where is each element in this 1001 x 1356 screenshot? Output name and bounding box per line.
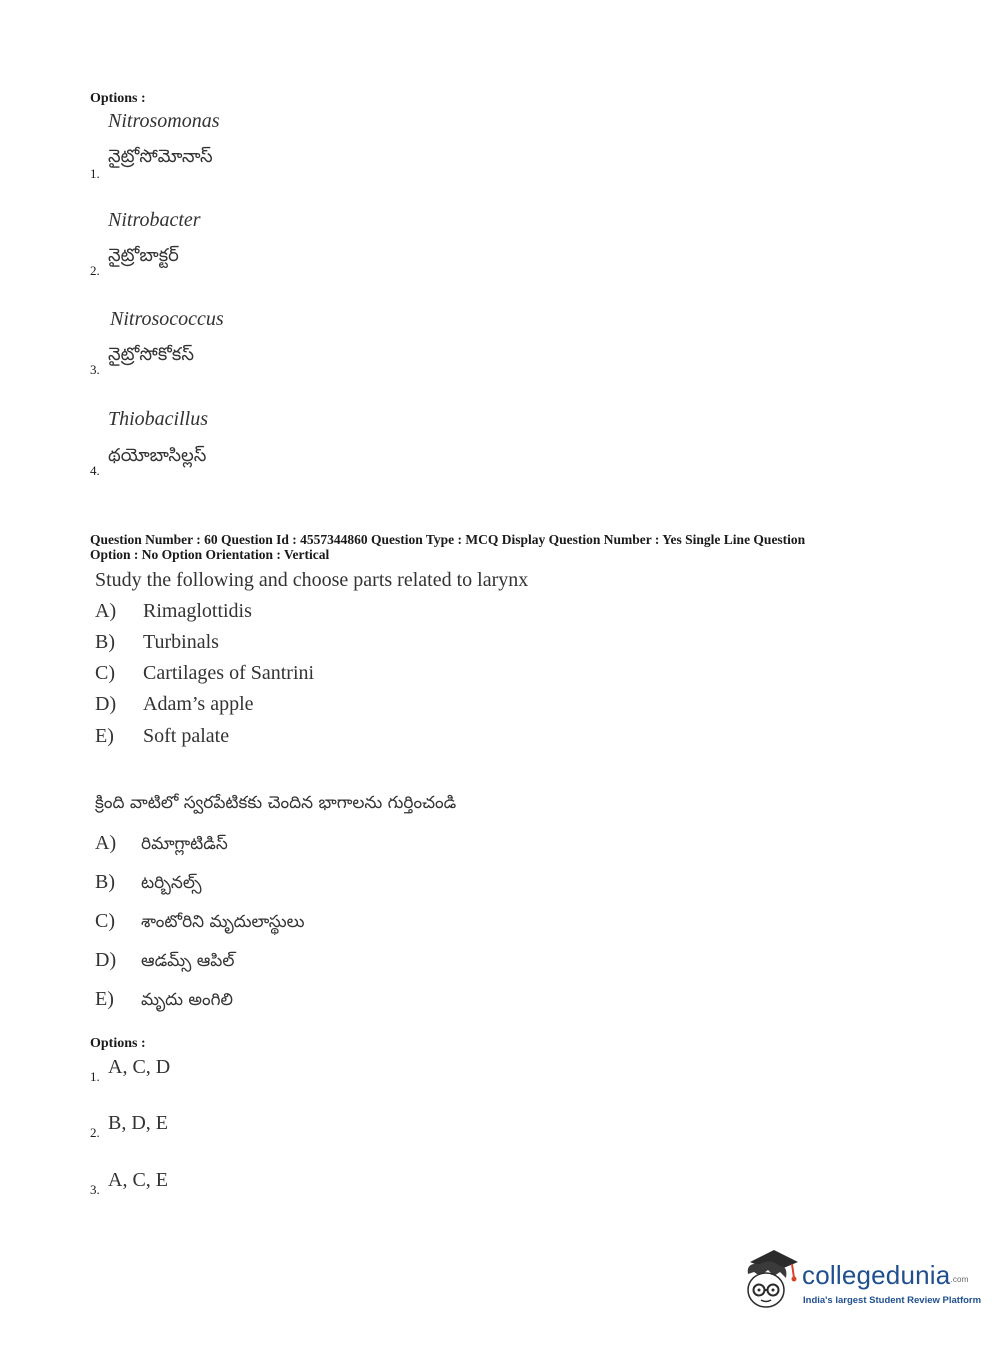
item-text: రిమాగ్లాటిడిస్: [141, 834, 228, 854]
item-letter: D): [95, 949, 117, 971]
item-letter: C): [95, 910, 115, 932]
item-letter: C): [95, 662, 115, 684]
option-number: 3.: [90, 1182, 100, 1197]
option-en-text: Nitrobacter: [108, 209, 201, 231]
question-meta-line2: Option : No Option Orientation : Vertical: [90, 547, 330, 562]
collegedunia-logo[interactable]: [740, 1248, 982, 1312]
item-text: Turbinals: [143, 631, 219, 653]
item-text: Rimaglottidis: [143, 600, 252, 622]
item-letter: A): [95, 600, 117, 622]
option-en-text: Nitrosococcus: [110, 308, 224, 330]
item-text: Cartilages of Santrini: [143, 662, 315, 684]
options-header: Options :: [90, 1036, 146, 1051]
option-te-text: నైట్రోసోమోనాస్: [108, 146, 213, 167]
option-number: 3.: [90, 362, 100, 377]
question-meta: [90, 532, 910, 562]
option-number: 4.: [90, 463, 100, 478]
logo-suffix: .com: [950, 1275, 969, 1284]
logo-wordmark: [802, 1260, 969, 1291]
option-number: 1.: [90, 166, 100, 181]
item-letter: D): [95, 693, 117, 715]
option-te-text: నైట్రోబాక్టర్: [108, 245, 179, 266]
option-en-text: Thiobacillus: [108, 408, 209, 430]
option-text: A, C, E: [108, 1169, 168, 1191]
question-text-en: Study the following and choose parts related to larynx: [95, 569, 529, 591]
item-letter: B): [95, 631, 115, 653]
logo-name: collegedunia: [802, 1260, 951, 1290]
options-header: Options :: [90, 91, 146, 106]
option-te-text: థయోబాసిల్లస్: [108, 445, 207, 466]
item-text: ఆడమ్స్ ఆపిల్: [141, 951, 235, 971]
option-number: 2.: [90, 1125, 100, 1140]
item-letter: E): [95, 725, 114, 747]
item-text: Adam’s apple: [143, 693, 254, 715]
item-letter: A): [95, 832, 117, 854]
question-meta-line1: Question Number : 60 Question Id : 4557344860 Question Type : MCQ Display Question Number : Yes Single Line Question: [90, 532, 806, 547]
option-number: 1.: [90, 1069, 100, 1084]
item-text: టర్బినల్స్: [141, 873, 202, 893]
item-letter: B): [95, 871, 115, 893]
option-text: B, D, E: [108, 1112, 168, 1134]
option-text: A, C, D: [108, 1056, 171, 1078]
mascot-icon: [740, 1248, 802, 1310]
item-text: శాంటోరిని మృదులాస్థులు: [141, 912, 305, 932]
item-letter: E): [95, 988, 114, 1010]
logo-tagline: India's largest Student Review Platform: [803, 1295, 982, 1306]
question-text-te: క్రింది వాటిలో స్వరపేటికకు చెందిన భాగాలను గుర్తించండి: [95, 793, 457, 813]
item-text: Soft palate: [143, 725, 230, 747]
option-number: 2.: [90, 263, 100, 278]
option-te-text: నైట్రోసోకోకస్: [108, 344, 194, 365]
item-text: మృదు అంగిలి: [141, 990, 234, 1010]
option-en-text: Nitrosomonas: [108, 110, 220, 132]
